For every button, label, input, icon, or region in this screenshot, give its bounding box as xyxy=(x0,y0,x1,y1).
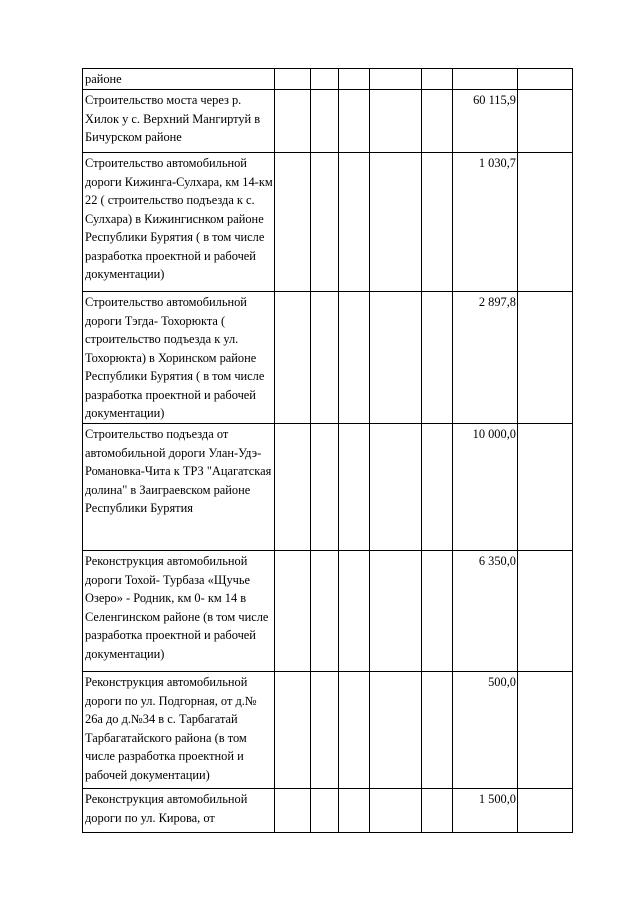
empty-cell xyxy=(339,551,370,672)
object-name-cell xyxy=(83,672,275,789)
empty-cell xyxy=(339,672,370,789)
table-row xyxy=(83,551,573,672)
empty-cell xyxy=(275,292,311,424)
object-name-cell xyxy=(83,789,275,833)
empty-cell xyxy=(518,69,573,90)
object-name-cell xyxy=(83,153,275,292)
object-name-cell xyxy=(83,551,275,672)
empty-cell xyxy=(370,69,422,90)
amount-cell xyxy=(453,90,518,153)
empty-cell xyxy=(518,789,573,833)
empty-cell xyxy=(339,292,370,424)
empty-cell xyxy=(518,672,573,789)
object-name-text: Строительство автомобильной дороги Кижинга-Сулхара, км 14-км 22 ( строительство подъезда к с. Сулхара) в Кижингиснком районе Республики Бурятия ( в том числе разработка проектной и рабочей документации) xyxy=(85,156,273,281)
object-name-text: Строительство моста через р. Хилок у с. Верхний Мангиртуй в Бичурском районе xyxy=(85,93,261,144)
table-row xyxy=(83,424,573,551)
amount-cell xyxy=(453,551,518,672)
empty-cell xyxy=(339,424,370,551)
empty-cell xyxy=(311,69,339,90)
empty-cell xyxy=(422,292,453,424)
budget-table xyxy=(82,68,573,833)
object-name-text: Строительство автомобильной дороги Тэгда- Тохорюкта ( строительство подъезда к ул. Тохорюкта) в Хоринском районе Республики Бурятия ( в том числе разработка проектной и рабочей документации) xyxy=(85,295,265,420)
empty-cell xyxy=(311,424,339,551)
table-row xyxy=(83,90,573,153)
empty-cell xyxy=(275,672,311,789)
object-name-cell xyxy=(83,69,275,90)
empty-cell xyxy=(422,69,453,90)
empty-cell xyxy=(422,424,453,551)
empty-cell xyxy=(311,292,339,424)
object-name-cell xyxy=(83,90,275,153)
empty-cell xyxy=(339,789,370,833)
empty-cell xyxy=(275,90,311,153)
object-name-text: Реконструкция автомобильной дороги по ул. Кирова, от xyxy=(85,792,248,825)
table-row xyxy=(83,69,573,90)
empty-cell xyxy=(370,424,422,551)
empty-cell xyxy=(370,551,422,672)
empty-cell xyxy=(518,292,573,424)
amount-cell xyxy=(453,424,518,551)
empty-cell xyxy=(275,424,311,551)
amount-text: 2 897,8 xyxy=(478,295,516,309)
amount-cell xyxy=(453,69,518,90)
empty-cell xyxy=(518,551,573,672)
object-name-cell xyxy=(83,292,275,424)
empty-cell xyxy=(311,672,339,789)
empty-cell xyxy=(311,90,339,153)
empty-cell xyxy=(422,789,453,833)
empty-cell xyxy=(422,90,453,153)
empty-cell xyxy=(518,90,573,153)
empty-cell xyxy=(422,153,453,292)
empty-cell xyxy=(275,789,311,833)
object-name-text: Строительство подъезда от автомобильной дороги Улан-Удэ-Романовка-Чита к ТРЗ "Ацагатская долина" в Заиграевском районе Республики Бурятия xyxy=(85,427,272,515)
empty-cell xyxy=(518,424,573,551)
object-name-cell xyxy=(83,424,275,551)
amount-cell xyxy=(453,153,518,292)
amount-cell xyxy=(453,789,518,833)
empty-cell xyxy=(518,153,573,292)
empty-cell xyxy=(275,69,311,90)
table-row xyxy=(83,672,573,789)
empty-cell xyxy=(339,69,370,90)
empty-cell xyxy=(311,153,339,292)
empty-cell xyxy=(370,672,422,789)
empty-cell xyxy=(339,153,370,292)
empty-cell xyxy=(422,672,453,789)
empty-cell xyxy=(422,551,453,672)
empty-cell xyxy=(370,90,422,153)
amount-text: 6 350,0 xyxy=(478,554,516,568)
object-name-text: районе xyxy=(85,72,122,86)
empty-cell xyxy=(311,789,339,833)
empty-cell xyxy=(370,789,422,833)
empty-cell xyxy=(275,153,311,292)
amount-text: 1 030,7 xyxy=(478,156,516,170)
table-row xyxy=(83,789,573,833)
empty-cell xyxy=(311,551,339,672)
amount-text: 60 115,9 xyxy=(473,93,516,107)
object-name-text: Реконструкция автомобильной дороги по ул. Подгорная, от д.№ 26а до д.№34 в с. Тарбагатай Тарбагатайского района (в том числе разработка проектной и рабочей документации) xyxy=(85,675,257,782)
empty-cell xyxy=(275,551,311,672)
amount-text: 1 500,0 xyxy=(478,792,516,806)
amount-cell xyxy=(453,292,518,424)
object-name-text: Реконструкция автомобильной дороги Тохой- Турбаза «Щучье Озеро» - Родник, км 0- км 14 в Селенгинском районе (в том числе разработка проектной и рабочей документации) xyxy=(85,554,269,661)
empty-cell xyxy=(339,90,370,153)
table-row xyxy=(83,153,573,292)
empty-cell xyxy=(370,292,422,424)
empty-cell xyxy=(370,153,422,292)
amount-cell xyxy=(453,672,518,789)
amount-text: 500,0 xyxy=(488,675,516,689)
amount-text: 10 000,0 xyxy=(472,427,516,441)
table-row xyxy=(83,292,573,424)
